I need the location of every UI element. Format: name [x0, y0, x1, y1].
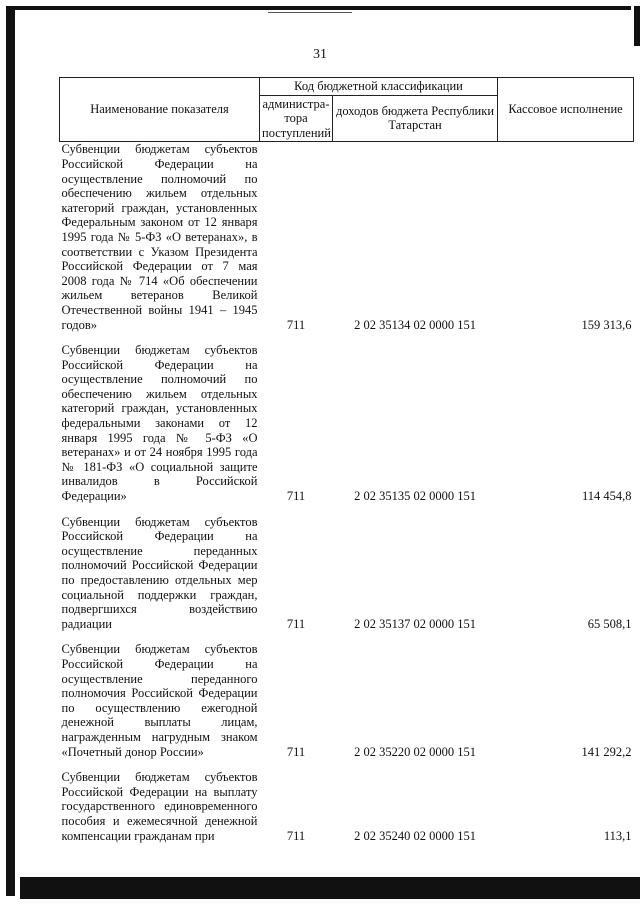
row-revenue-code: 2 02 35135 02 0000 151	[354, 489, 476, 504]
row-admin-code: 711	[286, 828, 306, 843]
row-amount: 159 313,6	[581, 317, 632, 332]
row-admin-code: 711	[286, 616, 306, 631]
table-row	[60, 505, 634, 633]
row-admin-code: 711	[286, 489, 306, 504]
table-row	[60, 333, 634, 505]
header-admin-code: администра-тора поступлений	[260, 95, 333, 142]
row-revenue-code: 2 02 35220 02 0000 151	[354, 744, 476, 759]
scan-top-mark	[268, 12, 352, 13]
header-cash-execution: Кассовое исполнение	[498, 78, 634, 142]
page-number: 31	[313, 47, 327, 62]
header-indicator-name: Наименование показателя	[60, 78, 260, 142]
table-row	[60, 632, 634, 760]
row-name: Субвенции бюджетам субъектов Российской Федерации на осуществление полномочий по обеспечению жильем отдельных категорий граждан, установленных Федеральным законом от 12 января 1995 года № 5-ФЗ «О ветеранах», в соответствии с Указом Президента Российской Федерации от 7 мая 2008 года № 714 «Об обеспечении жильем ветеранов Великой Отечественной войны 1941 – 1945 годов»	[61, 142, 258, 332]
row-revenue-code: 2 02 35240 02 0000 151	[354, 828, 476, 843]
row-amount: 114 454,8	[581, 489, 632, 504]
header-revenue-code: доходов бюджета Республики Татарстан	[333, 95, 498, 142]
scan-border-bottom	[20, 877, 640, 899]
row-amount: 65 508,1	[587, 616, 632, 631]
table-row	[60, 142, 634, 333]
row-name: Субвенции бюджетам субъектов Российской Федерации на осуществление переданного полномочия Российской Федерации по осуществлению ежегодной денежной выплаты лицам, награжденным нагрудным знаком «Почетный донор России»	[61, 642, 258, 759]
row-revenue-code: 2 02 35137 02 0000 151	[354, 616, 476, 631]
row-amount: 113,1	[603, 828, 632, 843]
scan-border-right	[634, 6, 640, 46]
row-name: Субвенции бюджетам субъектов Российской Федерации на осуществление переданных полномочий Российской Федерации по предоставлению отдельных мер социальной поддержки граждан, подвергшихся воздействию радиации	[61, 514, 258, 631]
table-row	[60, 760, 634, 844]
row-revenue-code: 2 02 35134 02 0000 151	[354, 317, 476, 332]
scan-border-left	[6, 6, 15, 896]
header-classification-code: Код бюджетной классификации	[260, 78, 498, 96]
row-admin-code: 711	[286, 317, 306, 332]
scan-border-top	[15, 6, 631, 10]
budget-table	[59, 77, 634, 844]
row-name: Субвенции бюджетам субъектов Российской Федерации на выплату государственного единовременного пособия и ежемесячной денежной компенсации гражданам при	[61, 770, 258, 843]
row-name: Субвенции бюджетам субъектов Российской Федерации на осуществление полномочий по обеспечению жильем отдельных категорий граждан, установленных федеральными законами от 12 января 1995 года № 5-ФЗ «О ветеранах» и от 24 ноября 1995 года № 181-ФЗ «О социальной защите инвалидов в Российской Федерации»	[61, 343, 258, 504]
row-amount: 141 292,2	[581, 744, 632, 759]
row-admin-code: 711	[286, 744, 306, 759]
